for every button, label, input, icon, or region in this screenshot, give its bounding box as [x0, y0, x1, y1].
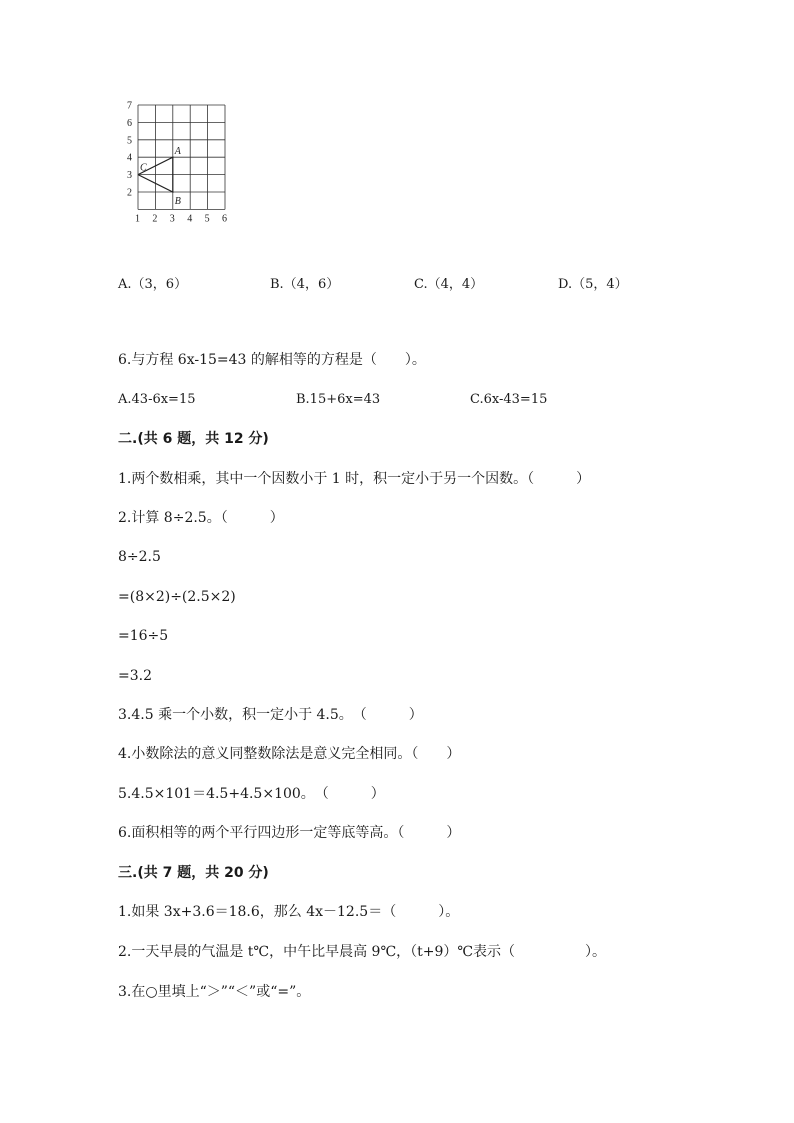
q6-option-a: A.43-6x=15	[118, 392, 196, 407]
x-tick-label: 6	[222, 213, 227, 225]
s2-item-5: 5.4.5×101＝4.5+4.5×100。 （ ）	[118, 786, 385, 802]
y-axis-tick-labels	[127, 101, 132, 199]
section-3-title: 三.(共 7 题，共 20 分)	[118, 865, 269, 881]
q6-option-c: C.6x-43=15	[470, 392, 548, 407]
s2-item-2-step-3: =16÷5	[118, 628, 169, 644]
s2-item-4: 4.小数除法的意义同整数除法是意义完全相同。（ ）	[118, 746, 461, 762]
y-tick-label: 5	[127, 135, 132, 147]
s2-item-2-step-4: =3.2	[118, 668, 152, 684]
x-tick-label: 2	[152, 213, 158, 225]
s2-item-2-step-1: 8÷2.5	[118, 549, 161, 565]
s3-item-1: 1.如果 3x+3.6＝18.6，那么 4x－12.5＝（ ）。	[118, 904, 460, 920]
y-tick-label: 4	[127, 152, 132, 164]
q5-option-a: A.（3，6）	[118, 277, 188, 292]
x-tick-label: 3	[169, 213, 175, 225]
s2-item-3: 3.4.5 乘一个小数，积一定小于 4.5。 （ ）	[118, 707, 423, 723]
q5-option-c: C.（4，4）	[414, 277, 484, 292]
grid-lines	[138, 105, 225, 209]
coordinate-grid-figure	[124, 98, 236, 226]
s2-item-2-step-2: =(8×2)÷(2.5×2)	[118, 589, 236, 605]
s3-item-2: 2.一天早晨的气温是 t℃，中午比早晨高 9℃，（t+9）℃表示（ ）。	[118, 944, 607, 960]
q5-option-b: B.（4，6）	[270, 277, 340, 292]
s2-item-2: 2.计算 8÷2.5。（ ）	[118, 510, 284, 526]
y-tick-label: 2	[127, 187, 132, 199]
point-label-a: A	[174, 146, 181, 158]
y-tick-label: 7	[127, 100, 132, 112]
y-tick-label: 6	[127, 117, 132, 129]
x-tick-label: 1	[135, 213, 140, 225]
s3-item-3: 3.在○里填上“＞”“＜”或“=”。	[118, 984, 311, 1000]
point-label-c: C	[140, 162, 147, 174]
x-tick-label: 5	[204, 213, 210, 225]
q6-stem: 6.与方程 6x-15=43 的解相等的方程是（ ）。	[118, 352, 426, 368]
s2-item-6: 6.面积相等的两个平行四边形一定等底等高。（ ）	[118, 825, 461, 841]
x-tick-label: 4	[187, 213, 193, 225]
s2-item-1: 1.两个数相乘，其中一个因数小于 1 时，积一定小于另一个因数。（ ）	[118, 471, 591, 487]
q6-option-b: B.15+6x=43	[296, 392, 381, 407]
y-tick-label: 3	[127, 170, 132, 182]
q5-option-d: D.（5，4）	[558, 277, 628, 292]
section-2-title: 二.(共 6 题，共 12 分)	[118, 431, 269, 447]
point-label-b: B	[174, 196, 181, 207]
x-axis-tick-labels	[135, 213, 227, 224]
